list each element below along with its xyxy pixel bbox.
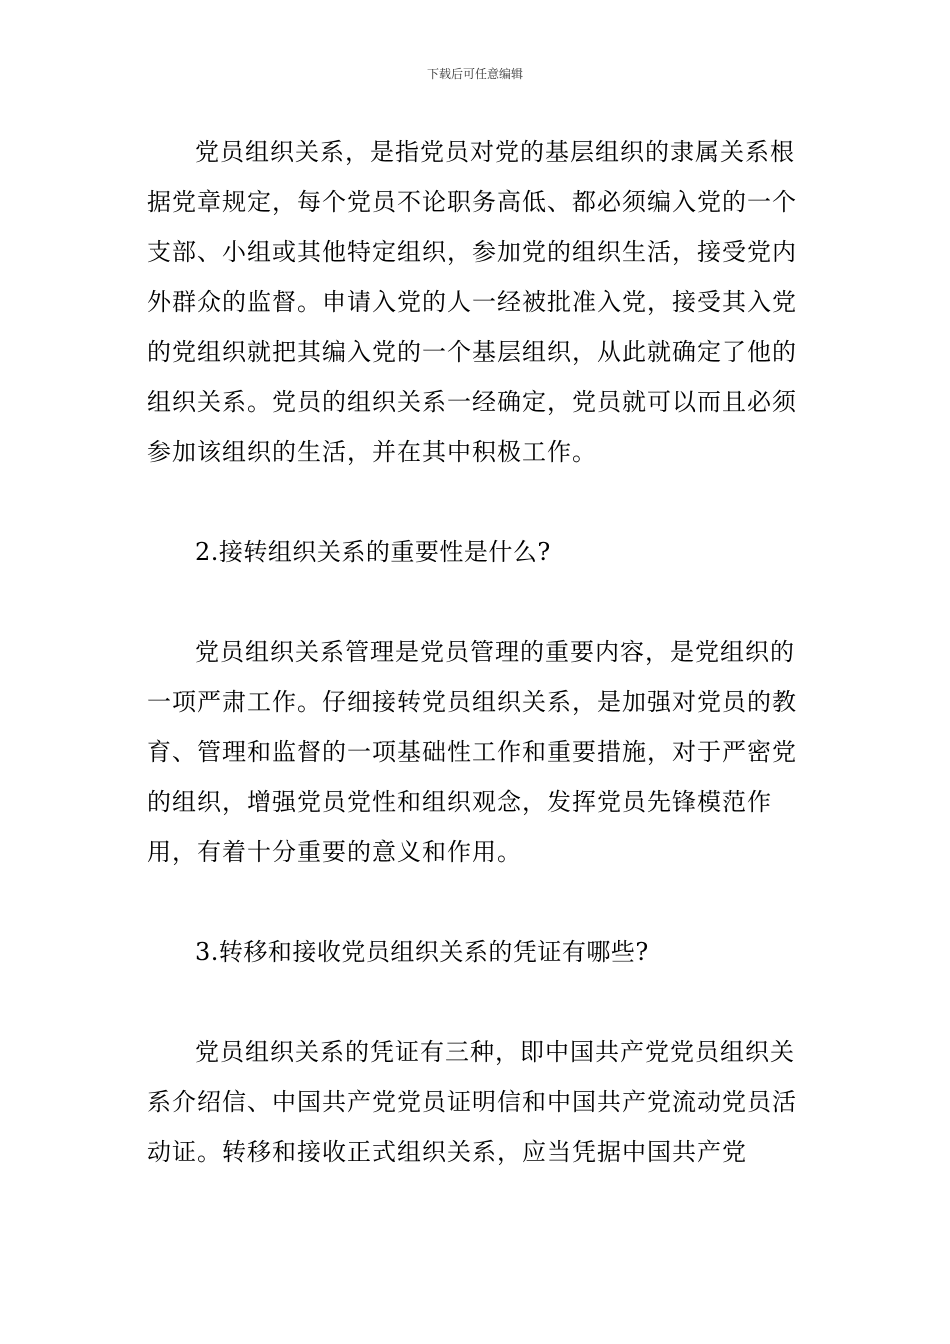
heading-transfer-credentials: 3.转移和接收党员组织关系的凭证有哪些? (195, 938, 649, 966)
heading-transfer-importance: 2.接转组织关系的重要性是什么? (195, 538, 551, 566)
paragraph-transfer-credentials: 党员组织关系的凭证有三种，即中国共产党党员组织关系介绍信、中国共产党党员证明信和中国共产党流动党员活动证。转移和接收正式组织关系，应当凭据中国共产党 (147, 1038, 797, 1166)
paragraph-organization-relationship: 党员组织关系，是指党员对党的基层组织的隶属关系根据党章规定，每个党员不论职务高低、都必须编入党的一个支部、小组或其他特定组织，参加党的组织生活，接受党内外群众的监督。申请入党的人一经被批准入党，接受其入党的党组织就把其编入党的一个基层组织，从此就确定了他的组织关系。党员的组织关系一经确定，党员就可以而且必须参加该组织的生活，并在其中积极工作。 (147, 138, 797, 466)
paragraph-transfer-importance: 党员组织关系管理是党员管理的重要内容，是党组织的一项严肃工作。仔细接转党员组织关系，是加强对党员的教育、管理和监督的一项基础性工作和重要措施，对于严密党的组织，增强党员党性和组织观念，发挥党员先锋模范作用，有着十分重要的意义和作用。 (147, 638, 797, 866)
document-body (147, 127, 807, 1177)
header-note: 下载后可任意编辑 (426, 67, 523, 81)
